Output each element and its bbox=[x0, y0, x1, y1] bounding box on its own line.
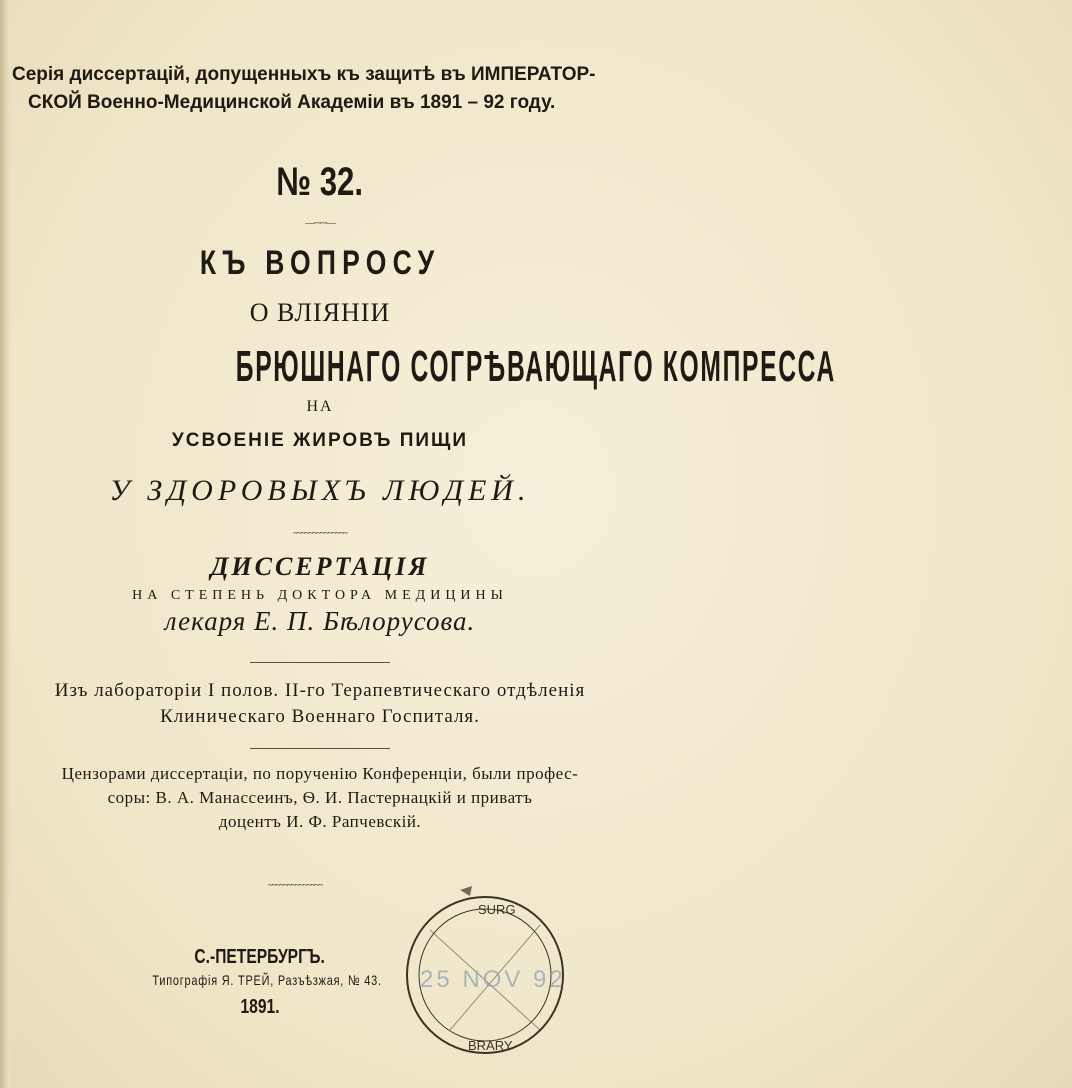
ornament-wave: ~~~~~~~~~~~~~~ bbox=[292, 528, 348, 538]
title-line-6: У ЗДОРОВЫХЪ ЛЮДЕЙ. bbox=[109, 474, 531, 507]
series-line-2: СКОЙ Военно-Медицинской Академіи въ 1891 – 92 году. bbox=[28, 92, 556, 113]
dissertation-heading: ДИССЕРТАЦІЯ bbox=[210, 552, 430, 581]
title-line-4: НА bbox=[306, 398, 334, 415]
laboratory-line-2: Клиническаго Военнаго Госпиталя. bbox=[160, 706, 480, 727]
author-line: лекаря Е. П. Бѣлорусова. bbox=[164, 606, 476, 636]
censors-line-2: соры: В. А. Манассеинъ, Ѳ. И. Пастернацкій и приватъ bbox=[107, 788, 533, 807]
stamp-lettering: BRARY bbox=[468, 1038, 513, 1053]
issue-number: № 32. bbox=[276, 160, 364, 204]
censors-line-1: Цензорами диссертаціи, по порученію Конференціи, были профес- bbox=[61, 764, 579, 783]
degree-line: НА СТЕПЕНЬ ДОКТОРА МЕДИЦИНЫ bbox=[132, 588, 508, 603]
imprint-year: 1891. bbox=[240, 996, 280, 1018]
title-line-3: БРЮШНАГО СОГРѢВАЮЩАГО КОМПРЕССА bbox=[235, 342, 837, 391]
stamp-date: 25 NOV 92 bbox=[420, 966, 566, 993]
divider-rule bbox=[250, 662, 390, 663]
imprint-printer: Типографія Я. ТРЕЙ, Разъѣзжая, № 43. bbox=[152, 972, 382, 988]
censors-line-3: доцентъ И. Ф. Рапчевскій. bbox=[218, 812, 422, 831]
ornament-wave: ~~~~~~~~~~~~~~ bbox=[267, 880, 323, 890]
laboratory-line-1: Изъ лабораторіи I полов. II-го Терапевтическаго отдѣленія bbox=[54, 680, 586, 701]
title-line-1: КЪ ВОПРОСУ bbox=[199, 244, 441, 282]
title-line-5: УСВОЕНІЕ ЖИРОВЪ ПИЩИ bbox=[171, 430, 469, 451]
title-line-2: О ВЛІЯНІИ bbox=[249, 298, 391, 327]
series-line-1: Серія диссертацій, допущенныхъ къ защитѣ въ ИМПЕРАТОР- bbox=[12, 64, 596, 85]
imprint-city: С.-ПЕТЕРБУРГЪ. bbox=[194, 946, 326, 968]
divider-rule bbox=[250, 748, 390, 749]
stamp-lettering: SURG bbox=[478, 902, 516, 917]
ornament-divider: —·~·~·— bbox=[305, 218, 335, 228]
